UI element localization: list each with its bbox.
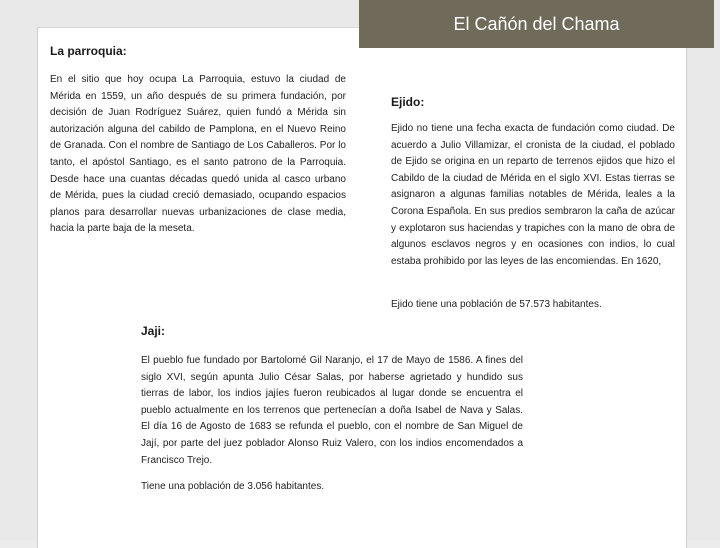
jaji-heading: Jaji:	[141, 324, 166, 338]
jaji-text: El pueblo fue fundado por Bartolomé Gil Naranjo, el 17 de Mayo de 1586. A fines del siglo XVI, según apunta Julio César Salas, por haberse agrietado y hundido sus tierras de labor, los indios jajíes fueron reubicados al lugar donde se encuentra el pueblo actualmente en los terrenos que pertenecían a doña Isabel de Nava y Salas. El día 16 de Agosto de 1683 se refunda el pueblo, con el nombre de San Miguel de Jají, por parte del juez poblador Alonso Ruiz Valero, con los indios encomendados a Francisco Trejo.	[141, 355, 523, 466]
parroquia-text: En el sitio que hoy ocupa La Parroquia, estuvo la ciudad de Mérida en 1559, un año después de su primera fundación, por decisión de Juan Rodríguez Suárez, quien fundó a Mérida sin autorización alguna del cabildo de Pamplona, en el Nuevo Reino de Granada. Con el nombre de Santiago de Los Caballeros. Por lo tanto, el apóstol Santiago, es el santo patrono de la Parroquia. Desde hace una cuantas décadas quedó unida al casco urbano de Mérida, pues la ciudad creció demasiado, ocupando espacios planos para desarrollar nuevas urbanizaciones de clase media, hacia la parte baja de la meseta.	[50, 74, 346, 235]
parroquia-heading: La parroquia:	[50, 44, 127, 58]
page-title: El Cañón del Chama	[453, 13, 620, 34]
title-banner	[359, 0, 714, 48]
ejido-text: Ejido no tiene una fecha exacta de fundación como ciudad. De acuerdo a Julio Villamizar, el cronista de la ciudad, el poblado de Ejido se origina en un reparto de terrenos ejidos que hizo el Cabildo de la ciudad de Mérida en el siglo XVI. Estas tierras se asignaron a algunas familias notables de Mérida, leales a la Corona Española. En sus predios sembraron la caña de azúcar y explotaron sus haciendas y trapiches con la mano de obra de algunos esclavos negros y en ocasiones con indios, lo cual estaba prohibido por las leyes de las encomiendas. En 1620,	[391, 123, 675, 267]
ejido-population: Ejido tiene una población de 57.573 habitantes.	[391, 299, 602, 310]
ejido-heading: Ejido:	[391, 95, 425, 109]
jaji-population: Tiene una población de 3.056 habitantes.	[141, 481, 325, 492]
